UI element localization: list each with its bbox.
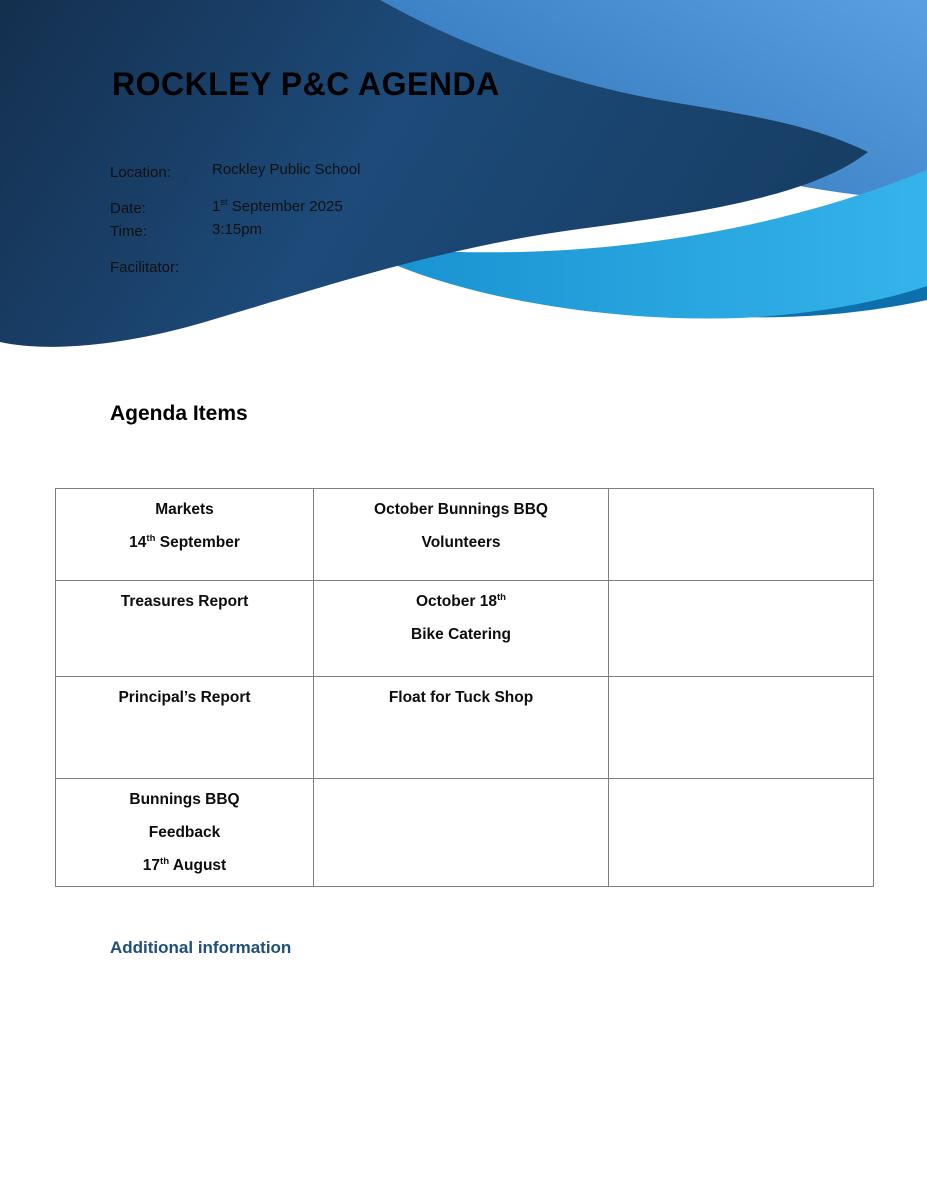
cell-text-part: August	[169, 857, 227, 874]
table-row	[56, 779, 874, 887]
date-value-rest: September 2025	[227, 198, 343, 215]
cell-text-part: September	[155, 534, 240, 551]
cell-text: Bike Catering	[411, 626, 511, 643]
table-cell-october-bbq	[314, 489, 609, 581]
ordinal-sup: th	[160, 855, 170, 867]
table-cell-empty	[609, 677, 874, 779]
table-row	[56, 489, 874, 581]
cell-text	[62, 526, 307, 559]
date-value	[212, 198, 343, 215]
facilitator-label: Facilitator:	[110, 259, 180, 276]
table-cell-empty	[609, 489, 874, 581]
table-row	[56, 677, 874, 779]
cell-text: Volunteers	[421, 534, 501, 551]
ordinal-sup: th	[496, 591, 507, 603]
ordinal-sup: th	[146, 532, 156, 544]
table-cell-empty	[609, 779, 874, 887]
cell-text: October Bunnings BBQ	[374, 501, 548, 518]
cell-text	[62, 849, 307, 882]
cell-text: Treasures Report	[120, 593, 249, 610]
table-cell-bunnings-feedback	[56, 779, 314, 887]
document-title: ROCKLEY P&C AGENDA	[112, 66, 500, 102]
cell-text: Principal’s Report	[118, 689, 251, 706]
date-ordinal: st	[220, 197, 228, 207]
cell-text: Markets	[155, 501, 214, 518]
time-value: 3:15pm	[212, 221, 263, 238]
table-cell-markets	[56, 489, 314, 581]
table-cell-empty	[609, 581, 874, 677]
wave-graphic	[0, 0, 927, 365]
cell-text: Float for Tuck Shop	[388, 689, 534, 706]
header-wave-decoration	[0, 0, 927, 365]
table-cell-float-tuck-shop	[314, 677, 609, 779]
cell-text-part: 17	[142, 857, 161, 874]
cell-text-part: October 18	[415, 593, 497, 610]
cell-text-part: 14	[129, 534, 147, 551]
agenda-items-heading: Agenda Items	[110, 402, 248, 425]
cell-text	[320, 585, 602, 618]
additional-information-heading: Additional information	[110, 938, 292, 957]
location-label: Location:	[110, 164, 171, 181]
table-cell-treasures-report	[56, 581, 314, 677]
date-label: Date:	[110, 200, 146, 217]
cell-text: Bunnings BBQ	[129, 791, 240, 808]
date-value-number: 1	[212, 198, 221, 215]
table-cell-empty	[314, 779, 609, 887]
time-label: Time:	[110, 223, 147, 240]
location-value: Rockley Public School	[212, 161, 361, 178]
table-cell-october-18	[314, 581, 609, 677]
cell-text: Feedback	[148, 824, 221, 841]
agenda-table	[55, 488, 874, 887]
table-row	[56, 581, 874, 677]
table-cell-principals-report	[56, 677, 314, 779]
